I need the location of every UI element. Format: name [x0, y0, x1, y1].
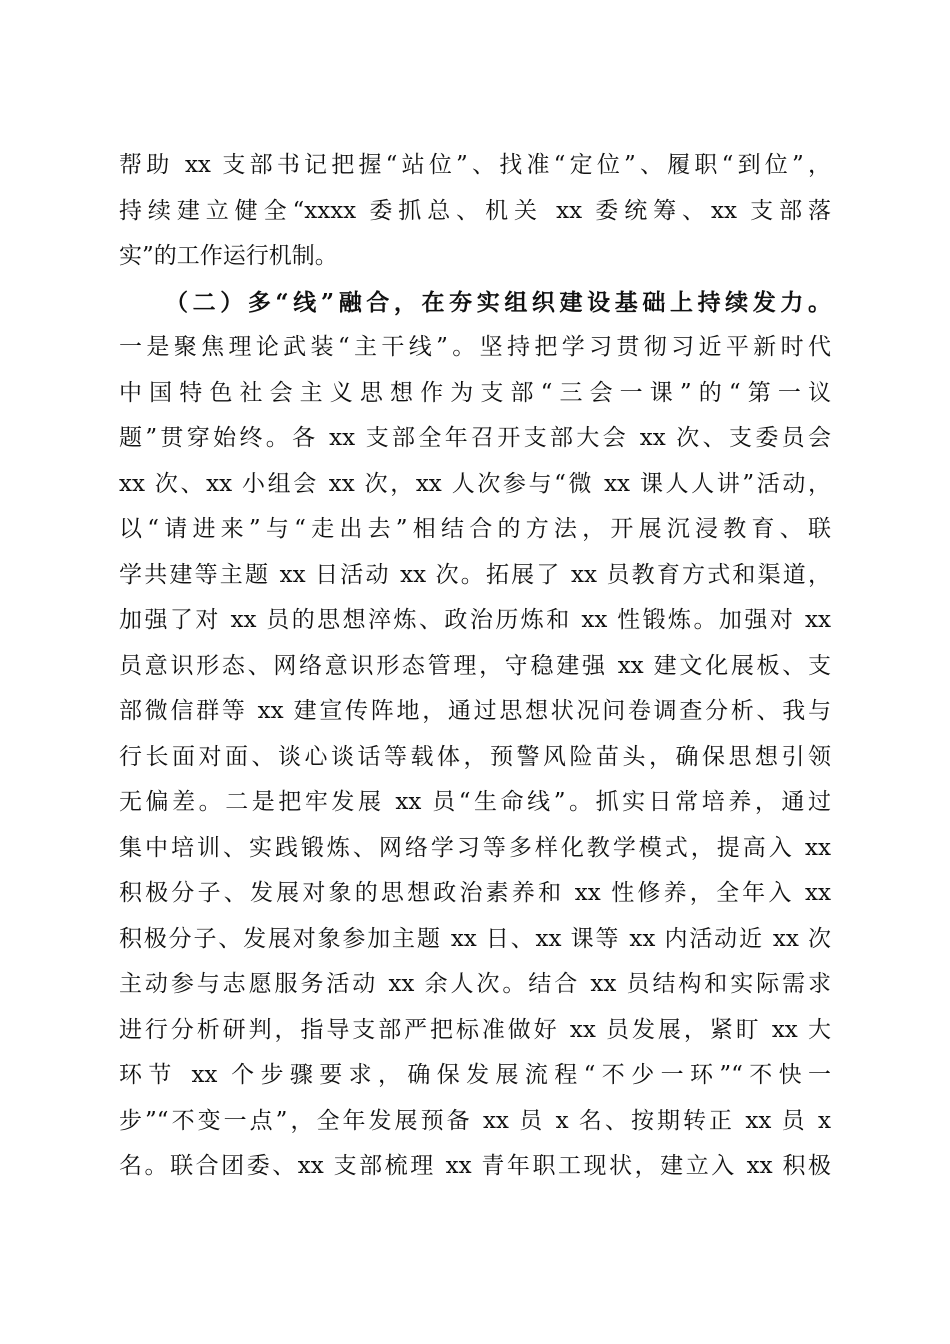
text-line: 积极分子、发展对象的思想政治素养和 xx 性修养，全年入 xx [119, 880, 831, 906]
text-line: xx 次、xx 小组会 xx 次，xx 人次参与“微 xx 课人人讲”活动， [119, 470, 831, 497]
text-line: 集中培训、实践锻炼、网络学习等多样化教学模式，提高入 xx [119, 834, 831, 861]
text-line: 题”贯穿始终。各 xx 支部全年召开支部大会 xx 次、支委员会 [119, 425, 831, 451]
text-line: 帮助 xx 支部书记把握“站位”、找准“定位”、履职“到位”， [119, 152, 831, 178]
text-line: 加强了对 xx 员的思想淬炼、政治历炼和 xx 性锻炼。加强对 xx [119, 607, 831, 633]
text-line: 无偏差。二是把牢发展 xx 员“生命线”。抓实日常培养，通过 [119, 789, 831, 815]
text-line: 行长面对面、谈心谈话等载体，预警风险苗头，确保思想引领 [119, 743, 831, 770]
text-line: 实”的工作运行机制。 [119, 243, 338, 269]
text-line: 中国特色社会主义思想作为支部“三会一课”的“第一议 [119, 379, 831, 406]
text-line: 进行分析研判，指导支部严把标准做好 xx 员发展，紧盯 xx 大 [119, 1016, 831, 1043]
text-line: 部微信群等 xx 建宣传阵地，通过思想状况问卷调查分析、我与 [119, 698, 831, 724]
text-line: 环节 xx 个步骤要求，确保发展流程“不少一环”“不快一 [119, 1062, 831, 1088]
text-line: 步”“不变一点”，全年发展预备 xx 员 x 名、按期转正 xx 员 x [119, 1107, 831, 1134]
text-line: 一是聚焦理论武装“主干线”。坚持把学习贯彻习近平新时代 [119, 334, 831, 360]
section-heading: （二）多“线”融合，在夯实组织建设基础上持续发力。 [165, 288, 831, 316]
text-line: 学共建等主题 xx 日活动 xx 次。拓展了 xx 员教育方式和渠道， [119, 561, 831, 588]
text-line: 积极分子、发展对象参加主题 xx 日、xx 课等 xx 内活动近 xx 次 [119, 925, 831, 952]
text-line: 持续建立健全“xxxx 委抓总、机关 xx 委统筹、xx 支部落 [119, 197, 831, 224]
text-line: 以“请进来”与“走出去”相结合的方法，开展沉浸教育、联 [119, 516, 831, 542]
body-text [119, 143, 831, 1190]
text-line: 主动参与志愿服务活动 xx 余人次。结合 xx 员结构和实际需求 [119, 971, 831, 997]
text-line: 名。联合团委、xx 支部梳理 xx 青年职工现状，建立入 xx 积极 [119, 1153, 831, 1179]
text-line: 员意识形态、网络意识形态管理，守稳建强 xx 建文化展板、支 [119, 652, 831, 679]
